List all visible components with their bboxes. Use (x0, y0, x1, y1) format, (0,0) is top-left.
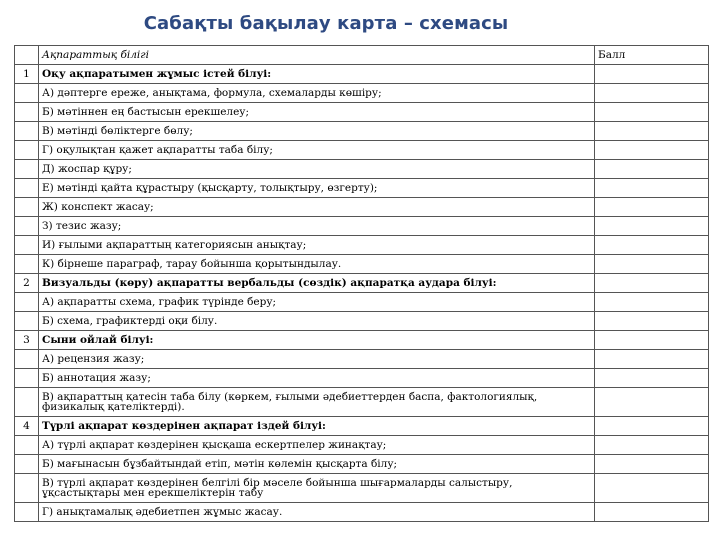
row-number (15, 103, 39, 122)
section-heading: Оқу ақпаратымен жұмыс істей білуі: (39, 65, 595, 84)
table-row (15, 436, 709, 455)
row-number (15, 236, 39, 255)
section-heading: Сыни ойлай білуі: (39, 331, 595, 350)
row-number (15, 503, 39, 522)
table-row (15, 122, 709, 141)
points-cell (595, 198, 709, 217)
row-number (15, 455, 39, 474)
points-cell (595, 350, 709, 369)
table-row (15, 103, 709, 122)
points-cell (595, 293, 709, 312)
section-heading: Түрлі ақпарат көздерінен ақпарат іздей білуі: (39, 417, 595, 436)
row-number: 3 (15, 331, 39, 350)
table-row (15, 198, 709, 217)
row-number (15, 312, 39, 331)
skill-item: В) түрлі ақпарат көздерінен белгілі бір мәселе бойынша шығармаларды салыстыру, ұқсастықтары мен ерекшеліктерін табу (39, 474, 595, 503)
skill-item: Д) жоспар құру; (39, 160, 595, 179)
points-cell (595, 503, 709, 522)
points-cell (595, 122, 709, 141)
table-row (15, 312, 709, 331)
table-row (15, 160, 709, 179)
row-number (15, 160, 39, 179)
skill-item: В) ақпараттың қатесін таба білу (көркем, ғылыми әдебиеттерден баспа, фактологиялық, физикалық қателіктерді). (39, 388, 595, 417)
header-skill-cell: Ақпараттық білігі (39, 46, 595, 65)
row-number (15, 388, 39, 417)
skill-item: А) дәптерге ереже, анықтама, формула, схемаларды көшіру; (39, 84, 595, 103)
row-number: 2 (15, 274, 39, 293)
skill-item: К) бірнеше параграф, тарау бойынша қорытындылау. (39, 255, 595, 274)
points-cell (595, 84, 709, 103)
header-points-cell: Балл (595, 46, 709, 65)
table-row (15, 255, 709, 274)
table-row (15, 369, 709, 388)
skill-item: Б) мағынасын бұзбайтындай етіп, мәтін көлемін қысқарта білу; (39, 455, 595, 474)
section-heading: Визуальды (көру) ақпаратты вербальды (сөздік) ақпаратқа аудара білуі: (39, 274, 595, 293)
row-number (15, 369, 39, 388)
skill-item: З) тезис жазу; (39, 217, 595, 236)
points-cell (595, 141, 709, 160)
table-row (15, 236, 709, 255)
skill-item: А) түрлі ақпарат көздерінен қысқаша ескертпелер жинақтау; (39, 436, 595, 455)
points-cell (595, 160, 709, 179)
skill-item: А) ақпаратты схема, график түрінде беру; (39, 293, 595, 312)
row-number: 4 (15, 417, 39, 436)
points-cell (595, 217, 709, 236)
row-number (15, 350, 39, 369)
row-number (15, 255, 39, 274)
row-number (15, 141, 39, 160)
skill-item: А) рецензия жазу; (39, 350, 595, 369)
points-cell (595, 65, 709, 84)
table-row (15, 474, 709, 503)
control-map-table (14, 45, 709, 522)
section-row (15, 417, 709, 436)
skill-item: Б) мәтіннен ең бастысын ерекшелеу; (39, 103, 595, 122)
table-row (15, 84, 709, 103)
points-cell (595, 388, 709, 417)
points-cell (595, 369, 709, 388)
points-cell (595, 474, 709, 503)
table-row (15, 455, 709, 474)
points-cell (595, 417, 709, 436)
row-number (15, 474, 39, 503)
row-number (15, 436, 39, 455)
row-number (15, 293, 39, 312)
header-num-cell (15, 46, 39, 65)
table-row (15, 179, 709, 198)
skill-item: Б) аннотация жазу; (39, 369, 595, 388)
skill-item: Г) анықтамалық әдебиетпен жұмыс жасау. (39, 503, 595, 522)
row-number (15, 179, 39, 198)
row-number: 1 (15, 65, 39, 84)
table-row (15, 141, 709, 160)
points-cell (595, 455, 709, 474)
skill-item: Е) мәтінді қайта құрастыру (қысқарту, толықтыру, өзгерту); (39, 179, 595, 198)
row-number (15, 84, 39, 103)
table-row (15, 217, 709, 236)
points-cell (595, 436, 709, 455)
points-cell (595, 255, 709, 274)
points-cell (595, 179, 709, 198)
skill-item: Ж) конспект жасау; (39, 198, 595, 217)
skill-item: Б) схема, графиктерді оқи білу. (39, 312, 595, 331)
points-cell (595, 274, 709, 293)
page-title: Сабақты бақылау карта – схемасы (143, 13, 509, 34)
row-number (15, 122, 39, 141)
table-row (15, 503, 709, 522)
table-header-row (15, 46, 709, 65)
section-row (15, 274, 709, 293)
skill-item: В) мәтінді бөліктерге бөлу; (39, 122, 595, 141)
points-cell (595, 103, 709, 122)
points-cell (595, 312, 709, 331)
section-row (15, 65, 709, 84)
skill-item: Г) оқулықтан қажет ақпаратты таба білу; (39, 141, 595, 160)
table-row (15, 293, 709, 312)
row-number (15, 217, 39, 236)
points-cell (595, 236, 709, 255)
skill-item: И) ғылыми ақпараттың категориясын анықтау; (39, 236, 595, 255)
table-row (15, 350, 709, 369)
row-number (15, 198, 39, 217)
points-cell (595, 331, 709, 350)
section-row (15, 331, 709, 350)
table-row (15, 388, 709, 417)
